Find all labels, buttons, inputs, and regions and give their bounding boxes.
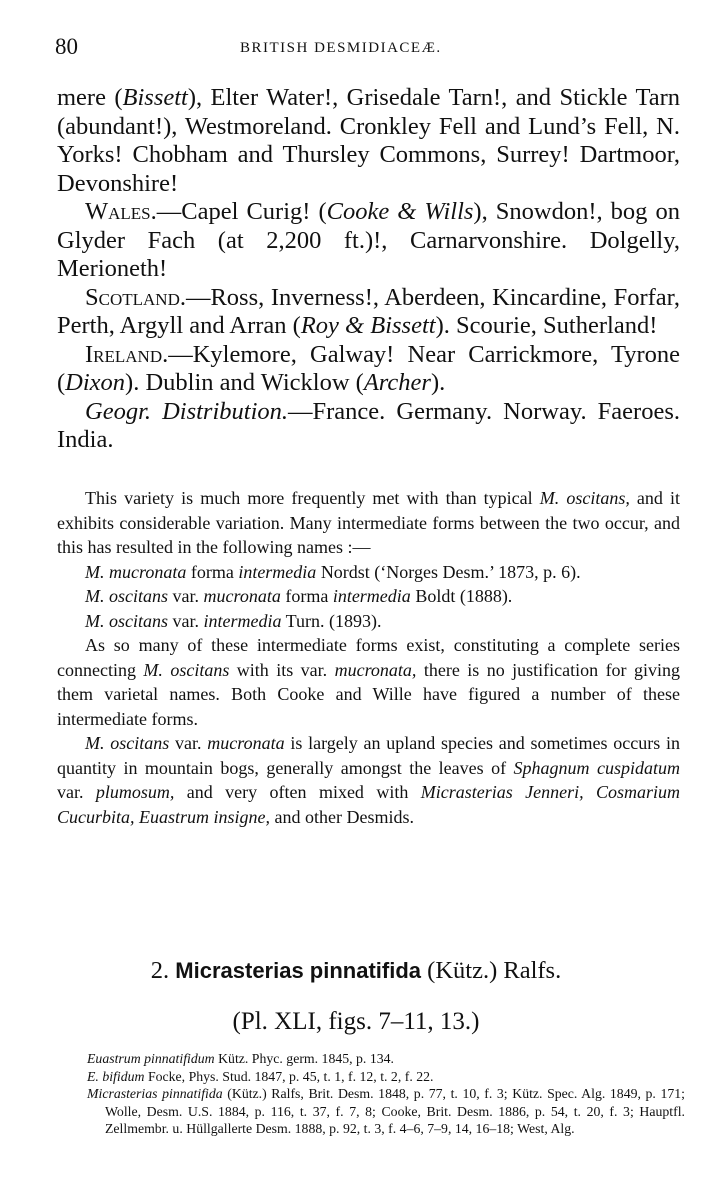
distribution-section <box>57 84 680 455</box>
geo-label: Geogr. Distribution. <box>85 397 289 425</box>
notes-section <box>57 486 680 829</box>
england-localities: mere (Bissett), Elter Water!, Grisedale Tarn!, and Stickle Tarn (abundant!), Westmoreland. Cronkley Fell and Lund’s Fell, N. Yorks! Chobham and Thursley Commons, Surrey! Dartmoor, Devonshire! <box>57 84 680 197</box>
habitat-paragraph: M. oscitans var. mucronata is largely an upland species and sometimes occurs in quantity in mountain bogs, generally amongst the leaves of Sphagnum cuspidatum var. plumosum, and very often mixed with Micrasterias Jenneri, Cosmarium Cucurbita, Euastrum insigne, and other Desmids. <box>57 733 681 827</box>
wales-localities: Wales.—Capel Curig! (Cooke & Wills), Snowdon!, bog on Glyder Fach (at 2,200 ft.)!, Carnarvonshire. Dolgelly, Merioneth! <box>57 198 680 282</box>
geographical-distribution: Geogr. Distribution.—France. Germany. Norway. Faeroes. India. <box>57 397 680 453</box>
intermediate-forms-paragraph: As so many of these intermediate forms exist, constituting a complete series connecting M. oscitans with its var. mucronata, there is no justification for giving them varietal names. Both Cooke and Wille have figured a number of these intermediate forms. <box>57 635 680 729</box>
species-authority: (Kütz.) Ralfs. <box>421 957 562 984</box>
running-title: BRITISH DESMIDIACEÆ. <box>240 40 442 56</box>
variation-paragraph: This variety is much more frequently met with than typical M. oscitans, and it exhibits considerable variation. Many intermediate forms between the two occur, and this has resulted in the following names :— <box>57 488 681 557</box>
name-list-item: M. oscitans var. mucronata forma intermedia Boldt (1888). <box>85 586 513 606</box>
plate-reference: (Pl. XLI, figs. 7–11, 13.) <box>232 1008 480 1035</box>
page-number: 80 <box>55 34 78 59</box>
ireland-localities: Ireland.—Kylemore, Galway! Near Carrickmore, Tyrone (Dixon). Dublin and Wicklow (Archer). <box>57 340 680 396</box>
synonym-entry: Euastrum pinnatifidum Kütz. Phyc. germ. 1845, p. 134. <box>87 1051 394 1066</box>
wales-label: Wales. <box>85 198 157 225</box>
species-number: 2. <box>150 957 176 984</box>
name-list-item: M. mucronata forma intermedia Nordst (‘Norges Desm.’ 1873, p. 6). <box>85 561 581 582</box>
scotland-localities: Scotland.—Ross, Inverness!, Aberdeen, Kincardine, Forfar, Perth, Argyll and Arran (Roy & Bissett). Scourie, Sutherland! <box>57 283 680 339</box>
synonym-entry: E. bifidum Focke, Phys. Stud. 1847, p. 45, t. 1, f. 12, t. 2, f. 22. <box>87 1068 434 1084</box>
synonym-entry: Micrasterias pinnatifida (Kütz.) Ralfs, Brit. Desm. 1848, p. 77, t. 10, f. 3; Kütz. Spec. Alg. 1849, p. 171; Wolle, Desm. U.S. 1884, p. 116, t. 37, f. 7, 8; Cooke, Brit. Desm. 1886, p. 54, t. 20, f. 3; Hauptfl. Zellmembr. u. Hüllgallerte Desm. 1888, p. 92, t. 3, f. 4–6, 7–9, 14, 16–18; West, Alg. <box>87 1086 685 1137</box>
synonymy-list <box>87 1050 685 1138</box>
name-list-item: M. oscitans var. intermedia Turn. (1893). <box>85 610 382 631</box>
species-name: Micrasterias pinnatifida <box>175 958 422 983</box>
scotland-label: Scotland. <box>85 283 186 311</box>
species-heading <box>0 957 712 985</box>
page-header <box>55 34 680 64</box>
ireland-label: Ireland. <box>85 340 169 368</box>
